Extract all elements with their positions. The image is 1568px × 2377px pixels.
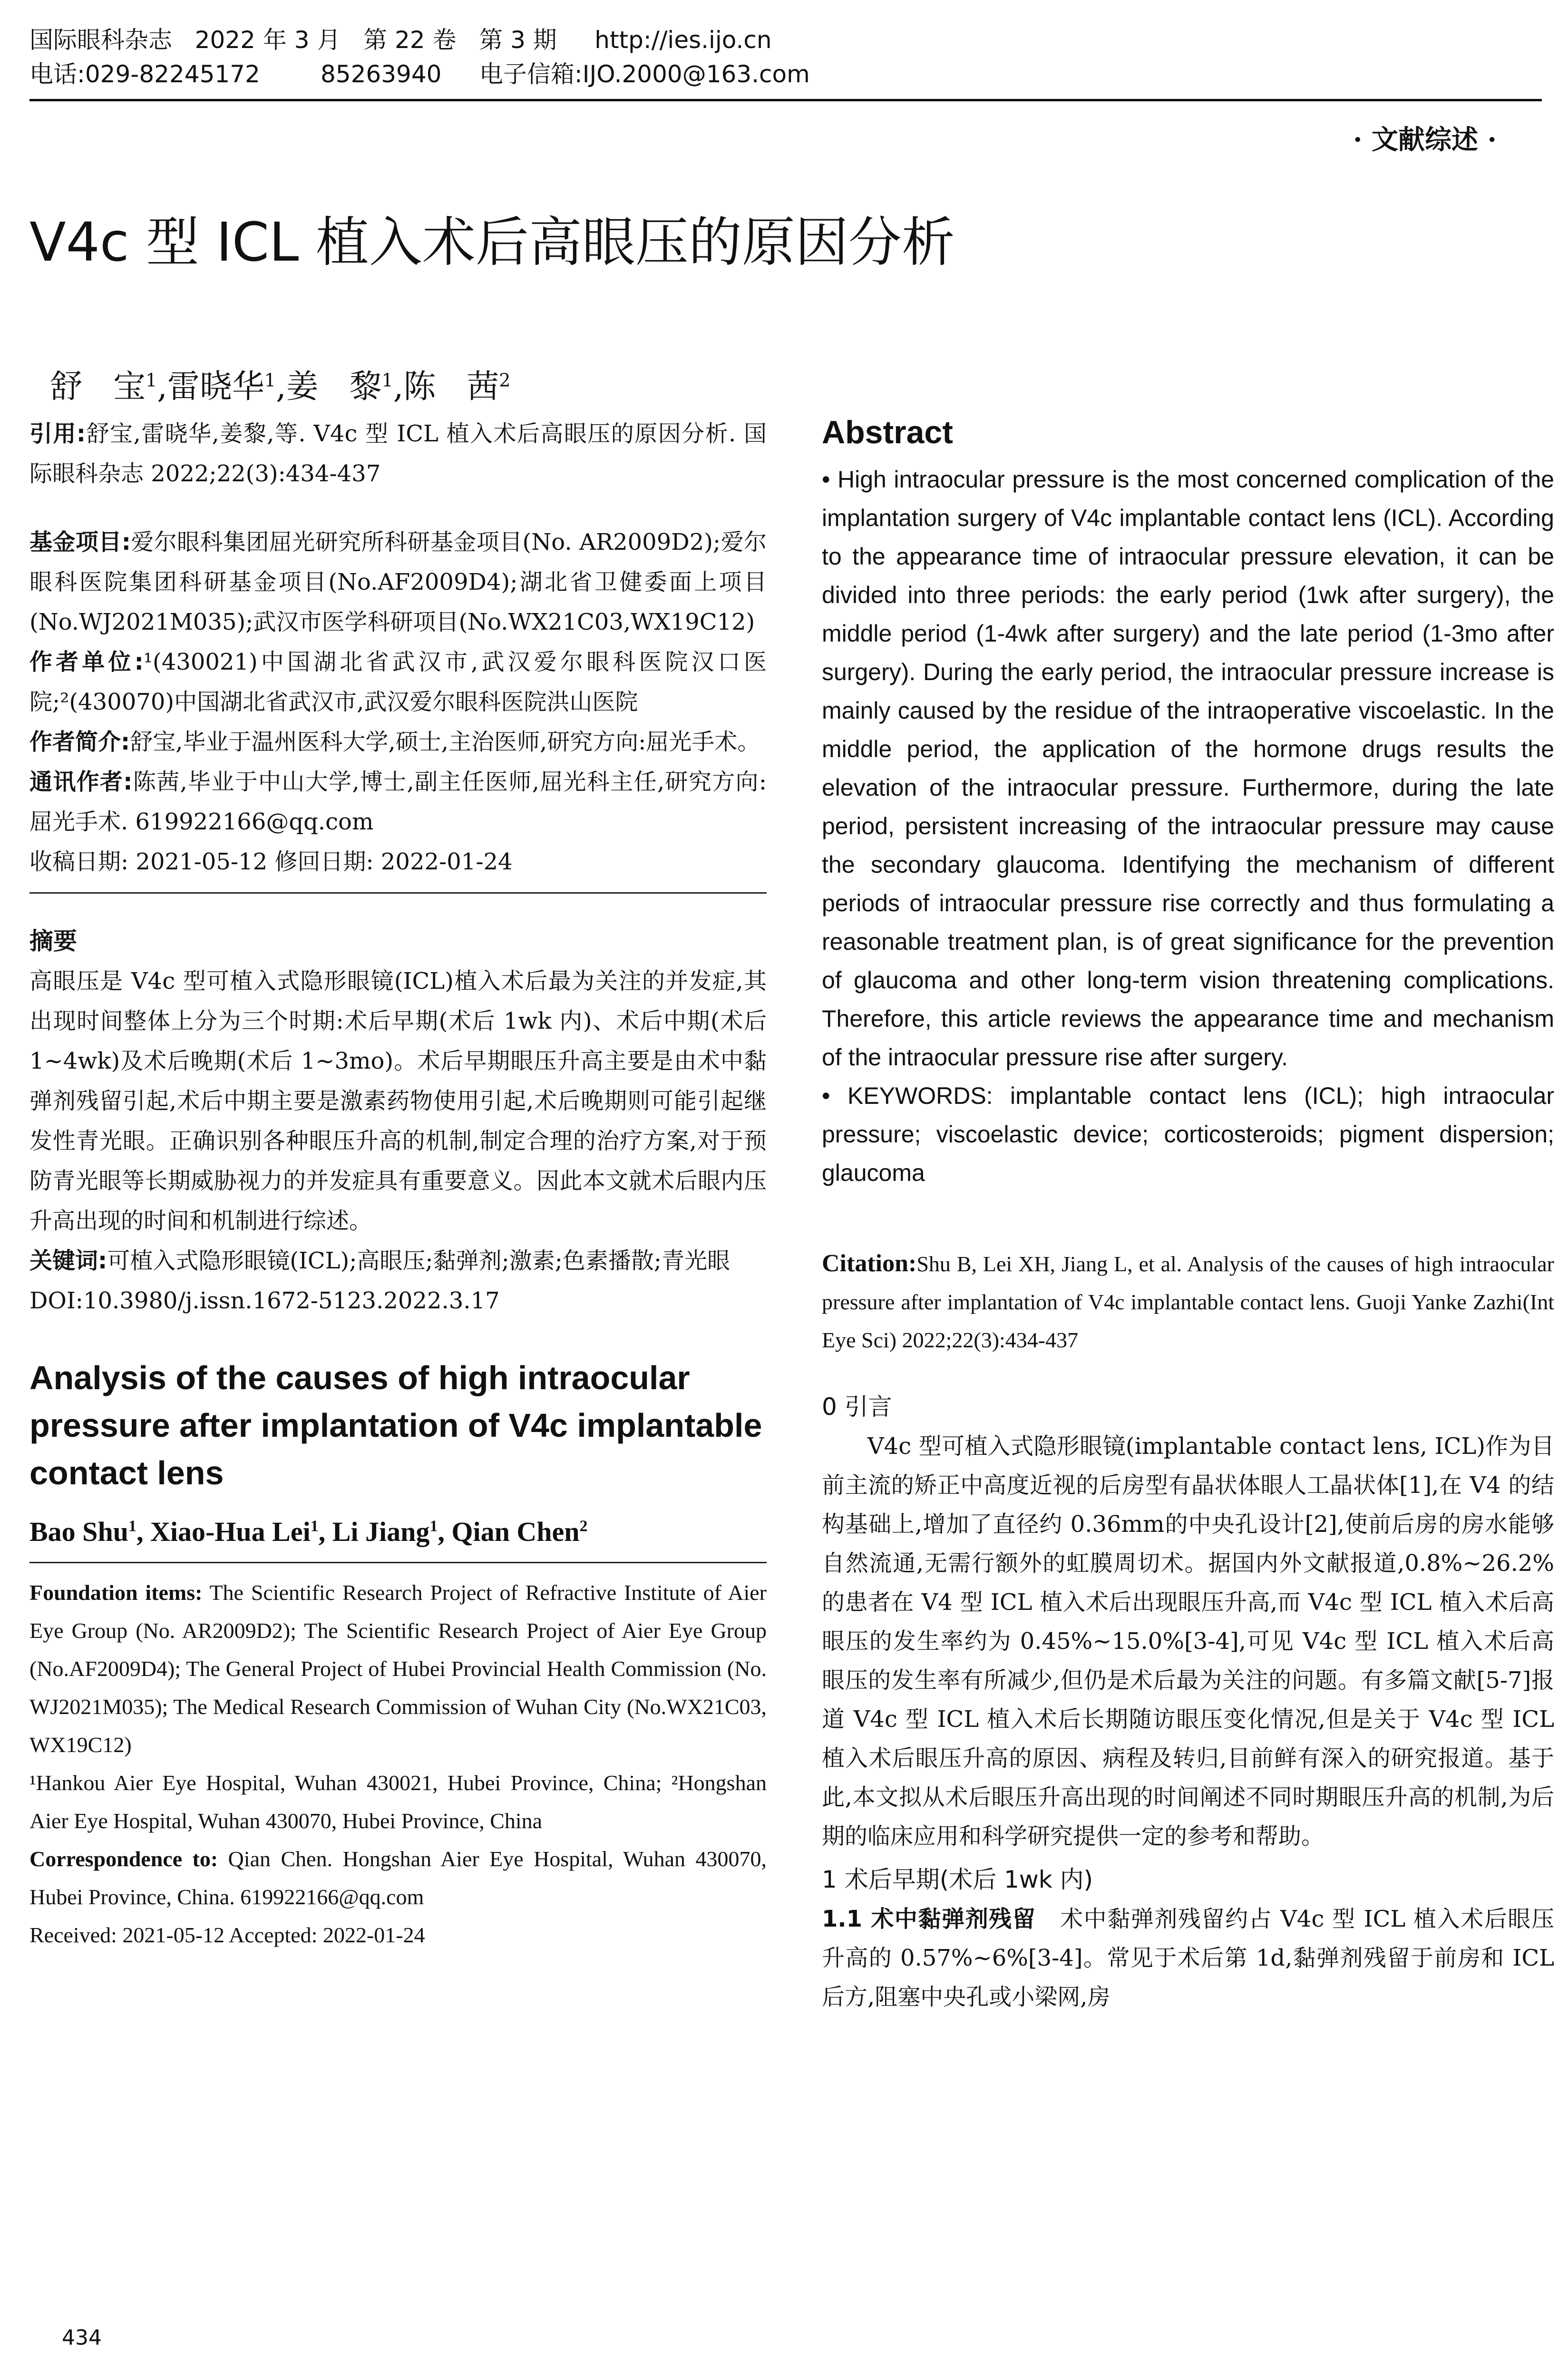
- left-column: [29, 414, 767, 1954]
- en-title: Analysis of the causes of high intraocular pressure after implantation of V4c implantable contact lens: [29, 1359, 762, 1491]
- divider: [29, 1562, 767, 1563]
- correspondence-en: Correspondence to: Qian Chen. Hongshan Aier Eye Hospital, Wuhan 430070, Hubei Province, China. 619922166@qq.com: [29, 1847, 767, 1909]
- dates-cn: 收稿日期: 2021-05-12 修回日期: 2022-01-24: [29, 848, 513, 875]
- keywords-cn: 关键词:可植入式隐形眼镜(ICL);高眼压;黏弹剂;激素;色素播散;青光眼: [29, 1247, 730, 1274]
- page-number: 434: [62, 2326, 102, 2350]
- author-affiliation: 1: [146, 370, 157, 391]
- author-name: 姜 黎: [286, 368, 382, 406]
- correspondence-cn: 通讯作者:陈茜,毕业于中山大学,博士,副主任医师,屈光科主任,研究方向:屈光手术. 619922166@qq.com: [29, 769, 767, 835]
- abstract-cn-text: 高眼压是 V4c 型可植入式隐形眼镜(ICL)植入术后最为关注的并发症,其出现时间整体上分为三个时期:术后早期(术后 1wk 内)、术后中期(术后 1~4wk)及术后晚期(术后 1~3mo)。术后早期眼压升高主要是由术中黏弹剂残留引起,术后中期主要是激素药物使用引起,术后晚期则可能引起继发性青光眼。正确识别各种眼压升高的机制,制定合理的治疗方案,对于预防青光眼等长期威胁视力的并发症具有重要意义。因此本文就术后眼内压升高出现的时间和机制进行综述。: [29, 968, 767, 1234]
- en-author: Bao Shu: [29, 1516, 128, 1547]
- author-name: 陈 茜: [403, 368, 499, 406]
- abstract-en-title: Abstract: [822, 414, 953, 450]
- keywords-en: • KEYWORDS: implantable contact lens (ICL); high intraocular pressure; viscoelastic device; corticosteroids; pigment dispersion; glaucoma: [822, 1082, 1554, 1186]
- intro-heading: 0 引言: [822, 1393, 892, 1421]
- affiliation-en: ¹Hankou Aier Eye Hospital, Wuhan 430021, Hubei Province, China; ²Hongshan Aier Eye Hospital, Wuhan 430070, Hubei Province, China: [29, 1771, 767, 1833]
- author: [403, 361, 510, 407]
- en-author-affiliation: 1: [128, 1517, 136, 1535]
- author-list: 舒 宝$^1$,雷晓华$^1$,姜 黎$^1$,陈 茜$^2$: [29, 323, 510, 407]
- section-label: · 文献综述 ·: [1353, 124, 1497, 156]
- en-author-list: Bao Shu$^1$, Xiao-Hua Lei$^1$, Li Jiang$^1$, Qian Chen$^2$: [29, 1516, 588, 1547]
- author: [167, 361, 276, 407]
- section-1-1-paragraph: 1.1 术中黏弹剂残留 术中黏弹剂残留约占 V4c 型 ICL 植入术后眼压升高的 0.57%~6%[3-4]。常见于术后第 1d,黏弹剂残留于前房和 ICL 后方,阻塞中央孔或小梁网,房: [822, 1906, 1555, 2010]
- author-affiliation: 2: [499, 370, 511, 391]
- en-author-affiliation: 1: [429, 1517, 438, 1535]
- author-name: 雷晓华: [167, 368, 264, 406]
- author: [286, 361, 393, 407]
- intro-paragraph: V4c 型可植入式隐形眼镜(implantable contact lens, ICL)作为目前主流的矫正中高度近视的后房型有晶状体眼人工晶状体[1],在 V4 的结构基础上,增加了直径约 0.36mm的中央孔设计[2],使前后房的房水能够自然流通,无需行额外的虹膜周切术。据国内外文献报道,0.8%~26.2%的患者在 V4 型 ICL 植入术后出现眼压升高,而 V4c 型 ICL 植入术后高眼压的发生率约为 0.45%~15.0%[3-4],可见 V4c 型 ICL 植入术后高眼压的发生率有所减少,但仍是术后最为关注的问题。有多篇文献[5-7]报道 V4c 型 ICL 植入术后长期随访眼压变化情况,但是关于 V4c 型 ICL 植入术后眼压升高的原因、病程及转归,目前鲜有深入的研究报道。基于此,本文拟从术后眼压升高出现的时间阐述不同时期眼压升高的机制,为后期的临床应用和科学研究提供一定的参考和帮助。: [822, 1433, 1554, 1850]
- page-title: V4c 型 ICL 植入术后高眼压的原因分析: [29, 212, 955, 273]
- author-affiliation: 1: [381, 370, 393, 391]
- author-name: 舒 宝: [50, 368, 146, 406]
- dates-en: Received: 2021-05-12 Accepted: 2022-01-24: [29, 1923, 425, 1947]
- section-1-heading: 1 术后早期(术后 1wk 内): [822, 1866, 1093, 1893]
- affiliation-cn: 作者单位:¹(430021)中国湖北省武汉市,武汉爱尔眼科医院汉口医院;²(430070)中国湖北省武汉市,武汉爱尔眼科医院洪山医院: [29, 649, 767, 715]
- en-author: Li Jiang: [332, 1516, 430, 1547]
- author-affiliation: 1: [264, 370, 276, 391]
- section-1-1-heading: 1.1 术中黏弹剂残留: [822, 1906, 1036, 1932]
- citation-en: Citation:Shu B, Lei XH, Jiang L, et al. Analysis of the causes of high intraocular pressure after implantation of V4c implantable contact lens. Guoji Yanke Zazhi(Int Eye Sci) 2022;22(3):434-437: [822, 1250, 1554, 1352]
- author: [50, 361, 157, 407]
- right-column: [822, 414, 1554, 2017]
- journal-header: [29, 23, 1542, 91]
- abstract-en-text: • High intraocular pressure is the most concerned complication of the implantation surgery of V4c implantable contact lens (ICL). According to the appearance time of intraocular pressure elevation, it can be divided into three periods: the early period (1wk after surgery), the middle period (1-4wk after surgery) and the late period (1-3mo after surgery). During the early period, the intraocular pressure increase is mainly caused by the residue of the intraoperative viscoelastic. In the middle period, the application of the hormone drugs results the elevation of the intraocular pressure. Furthermore, during the late period, persistent increasing of the intraocular pressure may cause the secondary glaucoma. Identifying the mechanism of different periods of intraocular pressure rise correctly and thus formulating a reasonable treatment plan, is of great significance for the prevention of glaucoma and other long-term vision threatening complications. Therefore, this article reviews the appearance time and mechanism of the intraocular pressure rise after surgery.: [822, 466, 1554, 1071]
- foundation-cn: 基金项目:爱尔眼科集团屈光研究所科研基金项目(No. AR2009D2);爱尔眼科医院集团科研基金项目(No.AF2009D4);湖北省卫健委面上项目(No.WJ2021M035);武汉市医学科研项目(No.WX21C03,WX19C12): [29, 529, 767, 635]
- bio-cn: 作者简介:舒宝,毕业于温州医科大学,硕士,主治医师,研究方向:屈光手术。: [29, 729, 760, 755]
- en-author: Qian Chen: [451, 1516, 580, 1547]
- citation-cn: 引用:舒宝,雷晓华,姜黎,等. V4c 型 ICL 植入术后高眼压的原因分析. 国际眼科杂志 2022;22(3):434-437: [29, 420, 767, 487]
- en-author-affiliation: 2: [579, 1517, 588, 1535]
- header-line-2: 电话:029-82245172 85263940 电子信箱:IJO.2000@163.com: [29, 60, 810, 88]
- doi: DOI:10.3980/j.issn.1672-5123.2022.3.17: [29, 1287, 500, 1314]
- header-line-1: 国际眼科杂志 2022 年 3 月 第 22 卷 第 3 期 http://ies.ijo.cn: [29, 26, 772, 54]
- en-author: Xiao-Hua Lei: [150, 1516, 311, 1547]
- foundation-en: Foundation items: The Scientific Research Project of Refractive Institute of Aier Eye Group (No. AR2009D2); The Scientific Research Project of Aier Eye Group (No.AF2009D4); The General Project of Hubei Provincial Health Commission (No. WJ2021M035); The Medical Research Commission of Wuhan City (No.WX21C03, WX19C12): [29, 1580, 767, 1757]
- header-rule: [29, 99, 1542, 101]
- abstract-cn-title: 摘要: [29, 927, 77, 955]
- divider: [29, 892, 767, 894]
- en-author-affiliation: 1: [310, 1517, 319, 1535]
